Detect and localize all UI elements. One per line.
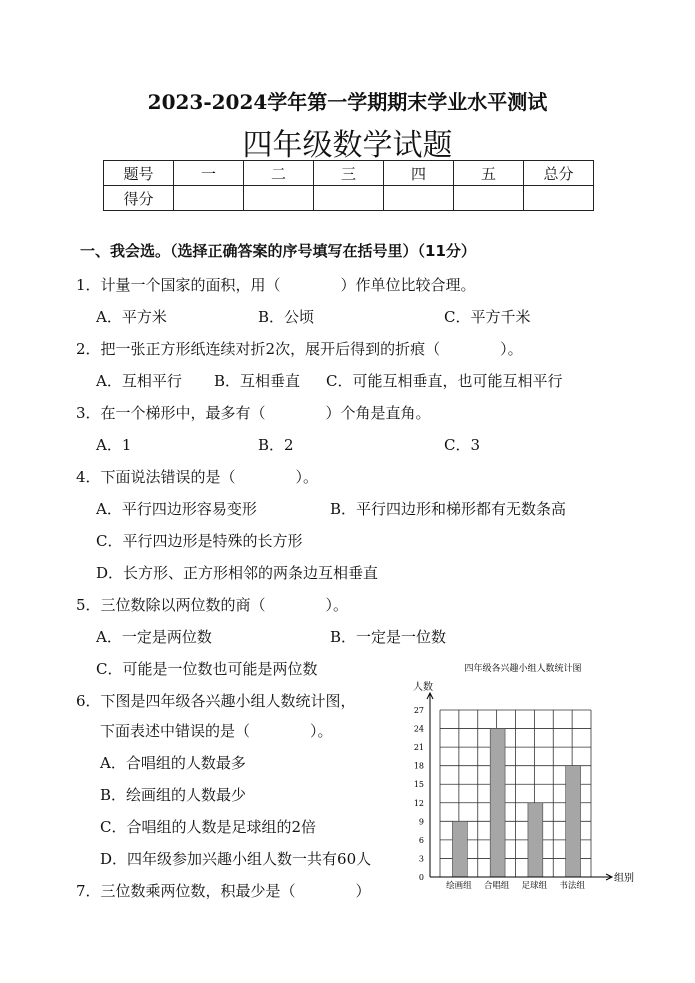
score-header-cell: 一 [174, 161, 244, 186]
chart-bar-1 [452, 821, 467, 877]
score-header-cell: 二 [244, 161, 314, 186]
score-input-cell[interactable] [454, 186, 524, 211]
exam-title: 2023-2024学年第一学期期末学业水平测试 [147, 90, 548, 114]
chart-y-tick-label: 18 [413, 761, 424, 771]
question-3: 3．在一个梯形中，最多有（ ）个角是直角。 [76, 404, 431, 422]
score-header-cell: 四 [384, 161, 454, 186]
chart-y-tick-label: 27 [413, 706, 424, 715]
score-header-cell: 总分 [524, 161, 594, 186]
chart-y-tick-label: 0 [418, 873, 424, 882]
chart-y-axis-label: 人数 [413, 682, 433, 693]
q1-option-a: A．平方米 [96, 308, 167, 326]
chart-y-tick-label: 21 [413, 743, 424, 753]
question-6: 6．下图是四年级各兴趣小组人数统计图， [76, 692, 356, 710]
chart-x-tick-label: 书法组 [559, 881, 585, 891]
chart-y-tick-label: 24 [413, 724, 424, 734]
q4-option-b: B．平行四边形和梯形都有无数条高 [330, 500, 567, 518]
score-input-cell[interactable] [524, 186, 594, 211]
chart-y-tick-label: 15 [413, 780, 424, 790]
score-header-cell: 三 [314, 161, 384, 186]
chart-x-axis-label: 组别 [614, 873, 634, 884]
score-header-cell: 五 [454, 161, 524, 186]
q6-option-b: B．绘画组的人数最少 [100, 786, 247, 804]
q2-option-a: A．互相平行 [96, 372, 182, 390]
q5-option-c: C．可能是一位数也可能是两位数 [96, 660, 318, 678]
chart-bar-4 [566, 766, 581, 877]
bar-chart [378, 658, 643, 898]
q2-option-b: B．互相垂直 [214, 372, 301, 390]
score-header-cell: 题号 [104, 161, 174, 186]
score-table-score-row [104, 186, 594, 211]
q1-option-c: C．平方千米 [444, 308, 531, 326]
question-1: 1．计量一个国家的面积，用（ ）作单位比较合理。 [76, 276, 476, 294]
q3-option-c: C．3 [444, 436, 481, 454]
score-row-label: 得分 [104, 186, 174, 211]
section-title: 一、我会选。（选择正确答案的序号填写在括号里）（11分） [80, 242, 476, 260]
question-6-line-2: 下面表述中错误的是（ ）。 [100, 722, 333, 740]
chart-y-tick-label: 9 [418, 817, 424, 827]
score-table [103, 160, 594, 211]
question-2: 2．把一张正方形纸连续对折2次，展开后得到的折痕（ ）。 [76, 340, 523, 358]
score-input-cell[interactable] [174, 186, 244, 211]
score-table-header-row [104, 161, 594, 186]
chart-bar-2 [490, 729, 505, 877]
chart-x-tick-label: 绘画组 [446, 881, 472, 891]
q1-option-b: B．公顷 [258, 308, 315, 326]
q3-option-b: B．2 [258, 436, 294, 454]
q4-option-a: A．平行四边形容易变形 [96, 500, 257, 518]
chart-bar-3 [528, 803, 543, 877]
q3-option-a: A．1 [96, 436, 132, 454]
q4-option-c: C．平行四边形是特殊的长方形 [96, 532, 303, 550]
question-5: 5．三位数除以两位数的商（ ）。 [76, 596, 349, 614]
q5-option-a: A．一定是两位数 [96, 628, 212, 646]
q6-option-a: A．合唱组的人数最多 [100, 754, 246, 772]
q5-option-b: B．一定是一位数 [330, 628, 447, 646]
score-input-cell[interactable] [314, 186, 384, 211]
chart-y-tick-label: 6 [418, 835, 424, 845]
q6-option-c: C．合唱组的人数是足球组的2倍 [100, 818, 317, 836]
question-7: 7．三位数乘两位数，积最少是（ ） [76, 882, 371, 900]
q2-option-c: C．可能互相垂直，也可能互相平行 [326, 372, 563, 390]
chart-title: 四年级各兴趣小组人数统计图 [464, 664, 582, 674]
score-input-cell[interactable] [244, 186, 314, 211]
q6-option-d: D．四年级参加兴趣小组人数一共有60人 [100, 850, 372, 868]
q4-option-d: D．长方形、正方形相邻的两条边互相垂直 [96, 564, 379, 582]
chart-x-tick-label: 合唱组 [483, 881, 510, 891]
chart-x-tick-label: 足球组 [521, 881, 548, 891]
chart-y-tick-label: 3 [418, 854, 424, 864]
exam-subtitle: 四年级数学试题 [242, 128, 453, 163]
question-4: 4．下面说法错误的是（ ）。 [76, 468, 319, 486]
chart-y-tick-label: 12 [413, 798, 424, 808]
score-input-cell[interactable] [384, 186, 454, 211]
